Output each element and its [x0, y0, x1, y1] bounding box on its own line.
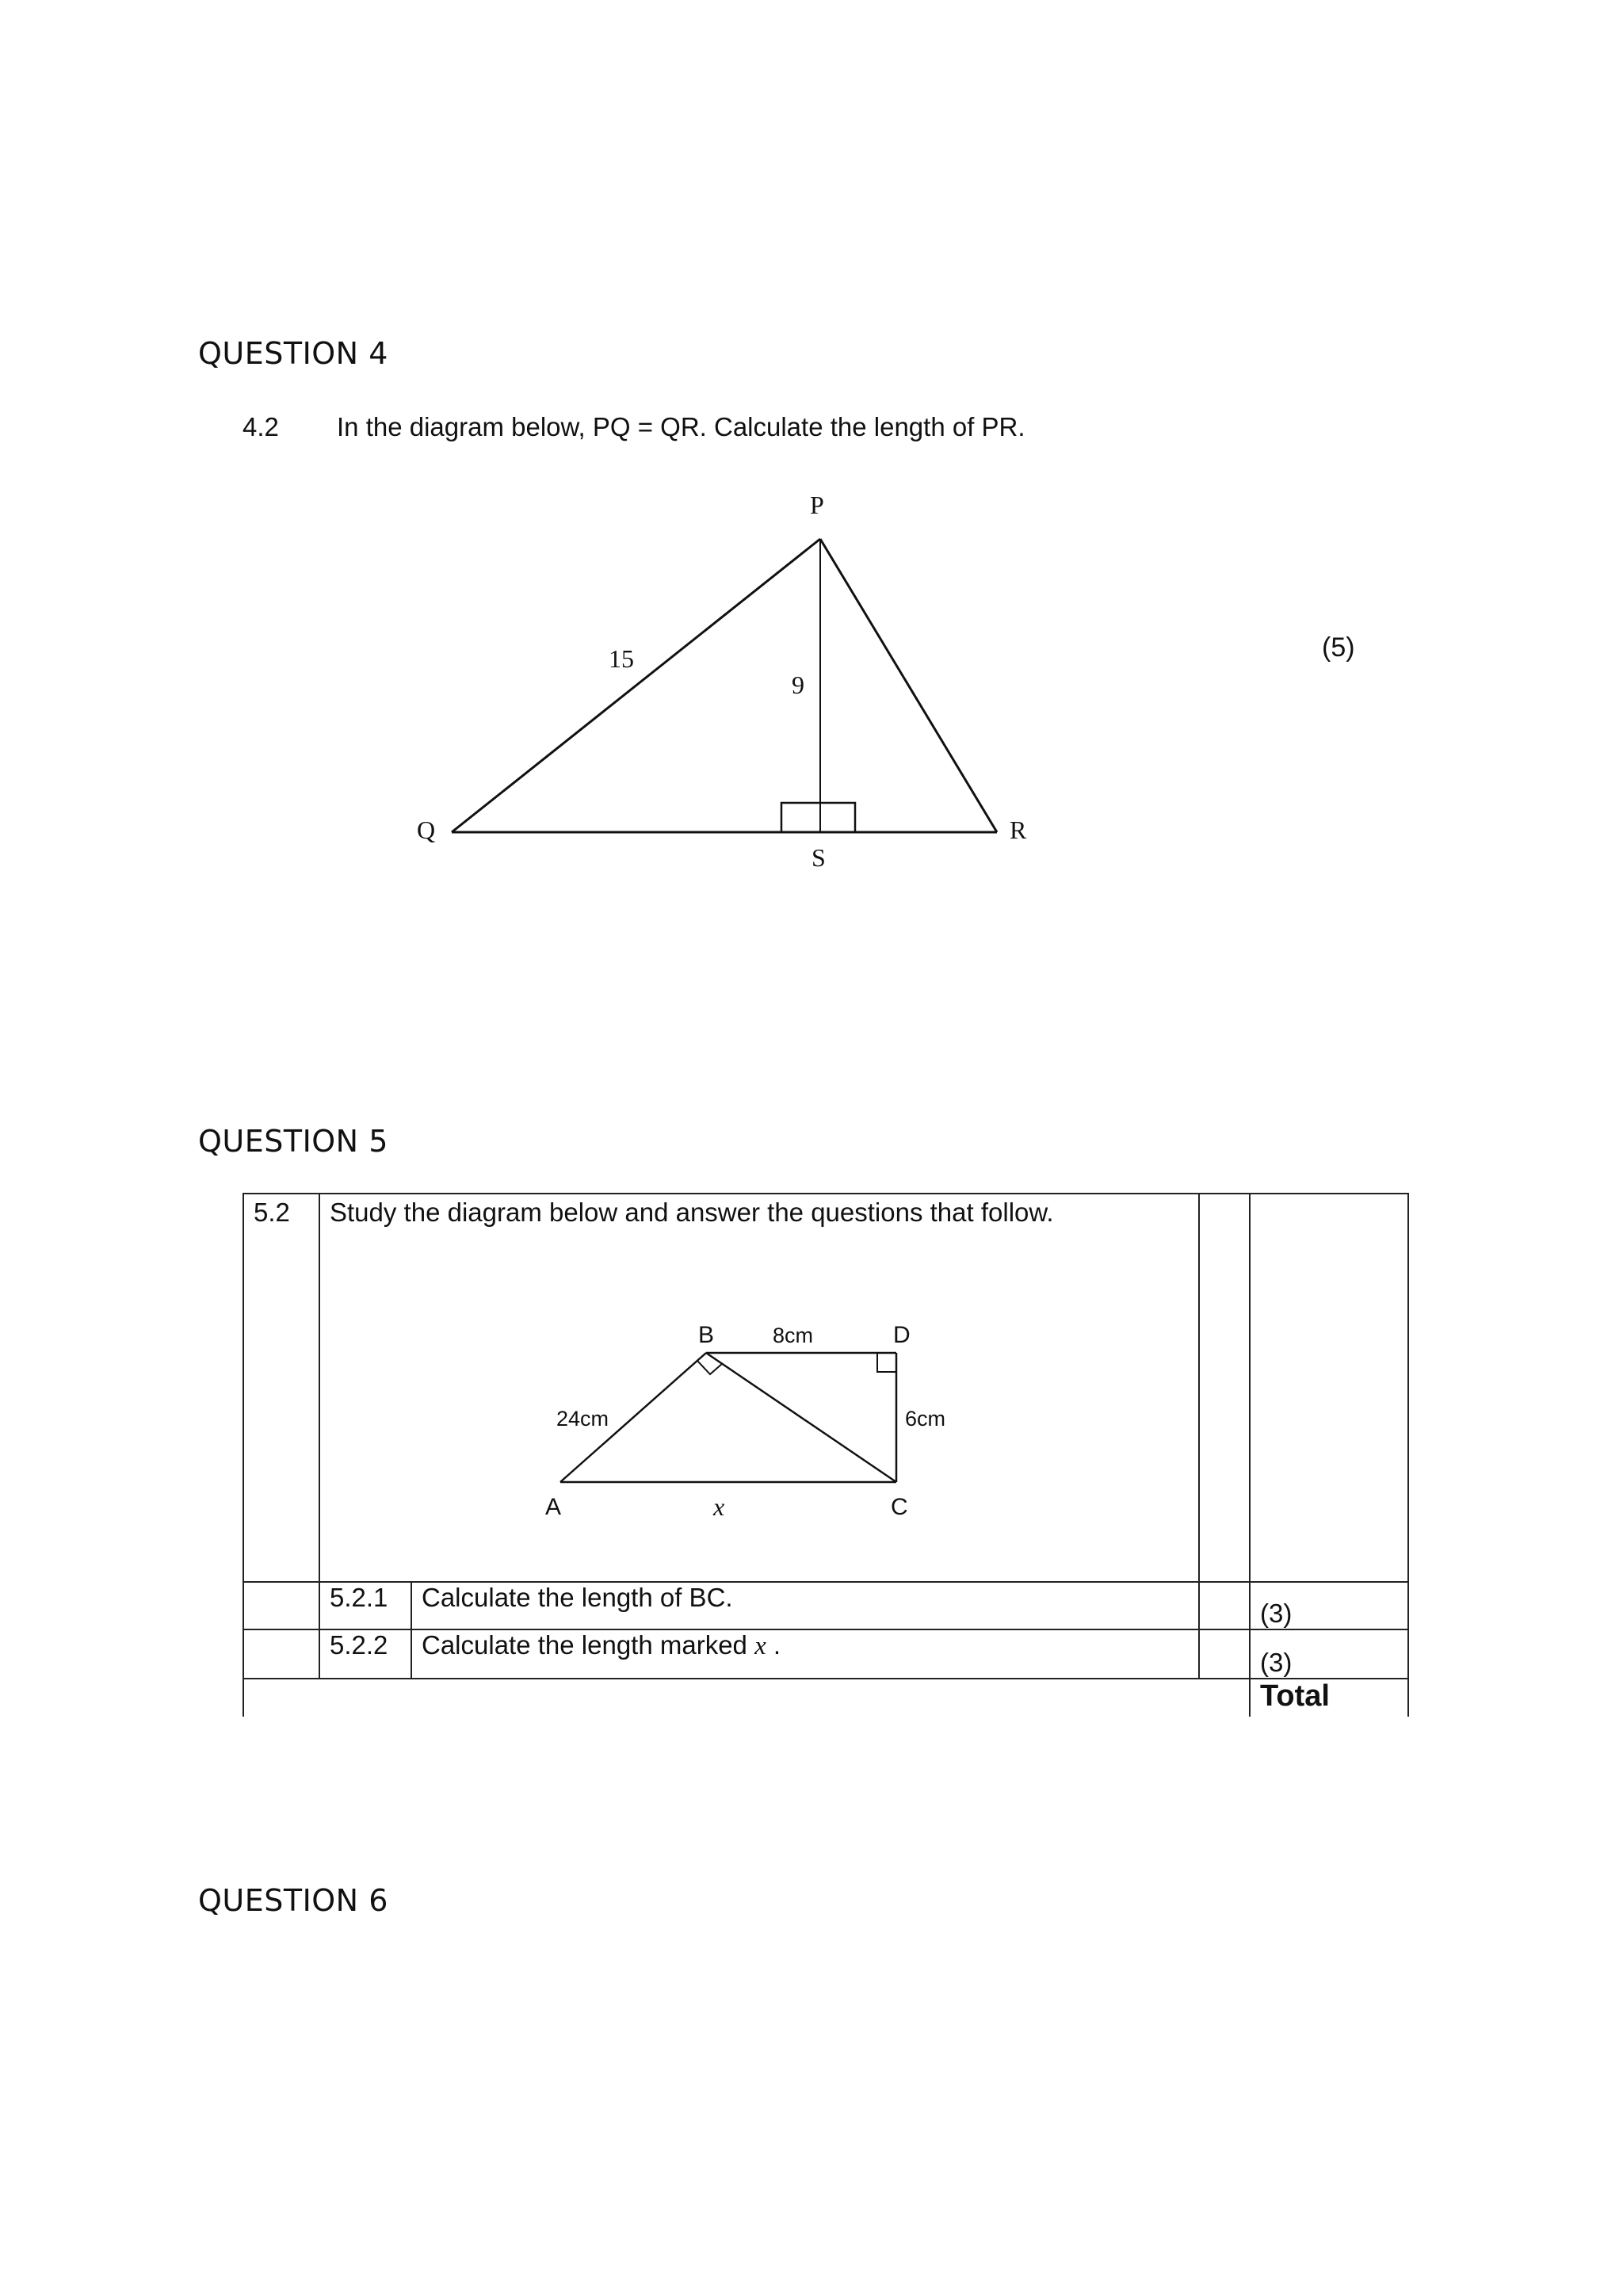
- side-pq: [452, 539, 820, 832]
- subquestion-5-2-2-suffix: .: [766, 1630, 781, 1660]
- right-angle-marker-d: [877, 1353, 896, 1372]
- subquestion-5-2-1-text: Calculate the length of BC.: [411, 1582, 1199, 1629]
- subquestion-5-2-2-text: Calculate the length marked: [422, 1630, 747, 1660]
- triangle-pqr: [452, 539, 997, 832]
- height-ps-label: 9: [792, 670, 804, 699]
- right-angle-marker: [781, 803, 855, 832]
- side-pr: [820, 539, 997, 832]
- side-ac-label-x: x: [713, 1492, 725, 1521]
- vertex-label-d: D: [893, 1322, 911, 1348]
- right-angle-marker-b: [697, 1361, 723, 1374]
- subquestion-5-2-2-var: x: [754, 1632, 766, 1660]
- side-dc-label: 6cm: [905, 1407, 946, 1431]
- question-5-2-number: 5.2: [243, 1194, 319, 1582]
- total-label: Total: [1260, 1679, 1330, 1713]
- vertex-label-q: Q: [417, 816, 436, 844]
- question-5-2-text: Study the diagram below and answer the questions that follow.: [330, 1198, 1054, 1227]
- marks-gap-cell: [1199, 1194, 1250, 1582]
- vertex-label-p: P: [810, 491, 824, 519]
- subquestion-5-2-2-number: 5.2.2: [319, 1629, 411, 1679]
- table-row: [243, 1629, 1408, 1679]
- side-bd-label: 8cm: [773, 1324, 814, 1347]
- vertex-label-b: B: [698, 1322, 715, 1348]
- question-4-2-text: In the diagram below, PQ = QR. Calculate the length of PR.: [337, 412, 1025, 441]
- diagonal-bc: [706, 1353, 896, 1482]
- question-4-heading: QUESTION 4: [198, 336, 388, 371]
- subquestion-5-2-1-marks: (3): [1250, 1582, 1408, 1629]
- table-row: [243, 1679, 1408, 1717]
- vertex-label-c: C: [891, 1494, 908, 1520]
- table-row: [243, 1194, 1408, 1582]
- marks-cell: [1250, 1194, 1408, 1582]
- side-pq-label: 15: [609, 644, 634, 673]
- total-cell: [1250, 1679, 1408, 1717]
- triangle-pqr-diagram: [0, 0, 1623, 951]
- question-5-table: [242, 1193, 1409, 1717]
- question-4-2-marks: (5): [1322, 632, 1355, 663]
- vertex-label-a: A: [545, 1494, 562, 1520]
- foot-label-s: S: [812, 843, 826, 872]
- subquestion-5-2-2-marks: (3): [1250, 1629, 1408, 1679]
- question-5-2-body: [319, 1194, 1199, 1582]
- table-row: [243, 1582, 1408, 1629]
- side-ab-label: 24cm: [556, 1407, 609, 1431]
- question-5-heading: QUESTION 5: [198, 1124, 388, 1159]
- question-4-2-number: 4.2: [242, 412, 279, 441]
- subquestion-5-2-1-number: 5.2.1: [319, 1582, 411, 1629]
- question-6-heading: QUESTION 6: [198, 1883, 388, 1918]
- vertex-label-r: R: [1010, 816, 1027, 844]
- subquestion-5-2-2-text-cell: [411, 1629, 1199, 1679]
- quadrilateral-abcd-diagram: [320, 1266, 1192, 1583]
